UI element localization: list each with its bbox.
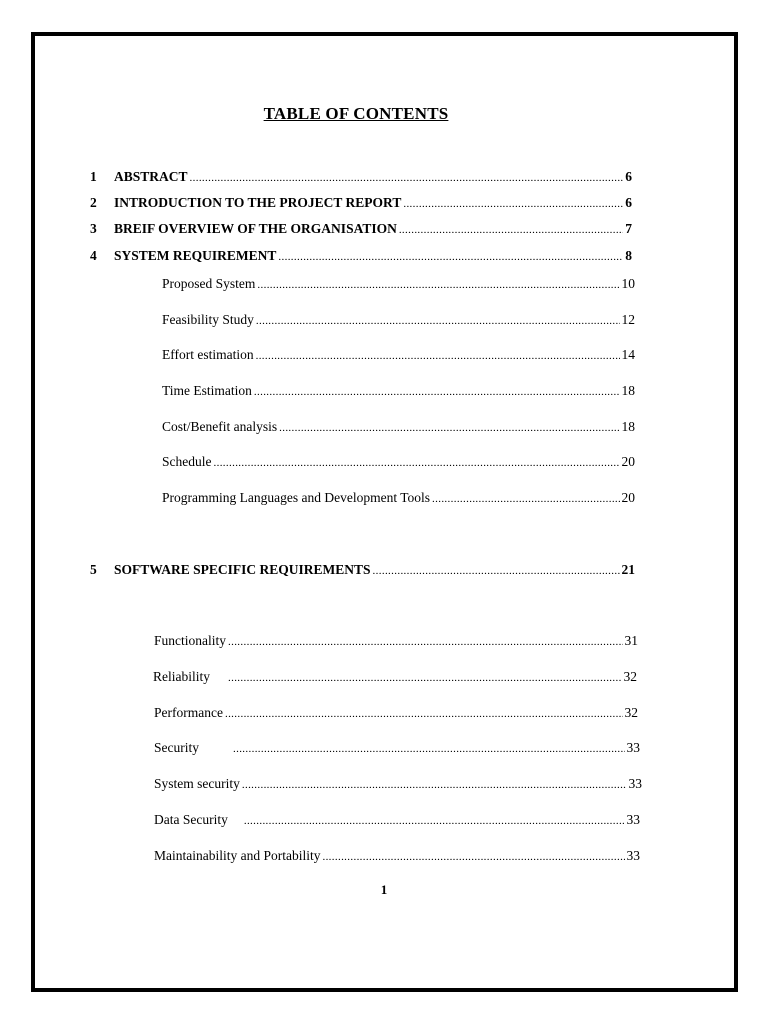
section-label: INTRODUCTION TO THE PROJECT REPORT (114, 195, 402, 210)
item-page: 33 (626, 812, 640, 827)
toc-item-system-security[interactable] (154, 775, 642, 793)
section-number: 3 (90, 221, 97, 236)
item-label: Functionality (154, 633, 226, 648)
section-page: 21 (621, 562, 635, 577)
section-page: 6 (625, 195, 632, 210)
dot-leader (190, 168, 624, 187)
section-label: BREIF OVERVIEW OF THE ORGANISATION (114, 221, 397, 236)
item-page: 33 (626, 740, 640, 755)
dot-leader (228, 632, 623, 651)
toc-item-data-security[interactable] (154, 811, 640, 829)
dot-leader (244, 811, 625, 830)
toc-item-effort-estimation[interactable] (162, 346, 635, 364)
section-label: ABSTRACT (114, 169, 188, 184)
dot-leader (233, 739, 625, 758)
dot-leader (403, 194, 623, 213)
dot-leader (432, 489, 619, 508)
item-page: 14 (621, 347, 635, 362)
section-page: 6 (625, 169, 632, 184)
toc-item-cost-benefit-analysis[interactable] (162, 418, 635, 436)
toc-item-maintainability-portability[interactable] (154, 847, 640, 865)
toc-item-proposed-system[interactable] (162, 275, 635, 293)
toc-section-introduction[interactable] (90, 194, 632, 212)
dot-leader (256, 346, 620, 365)
item-page: 33 (628, 776, 642, 791)
toc-section-system-requirement[interactable] (90, 247, 632, 265)
item-page: 18 (621, 383, 635, 398)
section-label: SYSTEM REQUIREMENT (114, 248, 277, 263)
item-label: Programming Languages and Development Tools (162, 490, 431, 505)
section-page: 8 (625, 248, 632, 263)
item-label: Effort estimation (162, 347, 254, 362)
item-label: Cost/Benefit analysis (162, 419, 278, 434)
item-label: Reliability (153, 669, 210, 684)
toc-item-time-estimation[interactable] (162, 382, 635, 400)
item-page: 20 (621, 490, 635, 505)
dot-leader (254, 382, 620, 401)
toc-section-overview[interactable] (90, 220, 632, 238)
toc-item-feasibility-study[interactable] (162, 311, 635, 329)
dot-leader (322, 847, 624, 866)
dot-leader (225, 704, 623, 723)
item-page: 32 (624, 705, 638, 720)
dot-leader (257, 275, 619, 294)
section-number: 4 (90, 248, 97, 263)
toc-item-reliability[interactable] (153, 668, 637, 686)
dot-leader (228, 668, 622, 687)
toc-item-programming-languages[interactable] (162, 489, 635, 507)
item-label: Performance (154, 705, 223, 720)
item-label: Schedule (162, 454, 212, 469)
toc-section-abstract[interactable] (90, 168, 632, 186)
item-page: 32 (623, 669, 637, 684)
item-page: 31 (624, 633, 638, 648)
dot-leader (242, 775, 627, 794)
item-page: 33 (626, 848, 640, 863)
item-page: 18 (621, 419, 635, 434)
item-label: System security (154, 776, 240, 791)
toc-item-functionality[interactable] (154, 632, 638, 650)
dot-leader (373, 561, 620, 580)
toc-section-software-requirements[interactable] (90, 561, 635, 579)
document-title: TABLE OF CONTENTS (263, 104, 449, 123)
dot-leader (214, 453, 620, 472)
section-number: 1 (90, 169, 97, 184)
toc-item-schedule[interactable] (162, 453, 635, 471)
item-label: Feasibility Study (162, 312, 254, 327)
section-label: SOFTWARE SPECIFIC REQUIREMENTS (114, 562, 371, 577)
item-label: Maintainability and Portability (154, 848, 321, 863)
item-label: Security (154, 740, 199, 755)
footer-page-number: 1 (380, 882, 388, 897)
section-page: 7 (625, 221, 632, 236)
item-label: Data Security (154, 812, 228, 827)
dot-leader (399, 220, 623, 239)
section-number: 2 (90, 195, 97, 210)
item-page: 10 (621, 276, 635, 291)
dot-leader (256, 311, 620, 330)
item-page: 20 (621, 454, 635, 469)
item-page: 12 (621, 312, 635, 327)
toc-item-security[interactable] (154, 739, 640, 757)
item-label: Proposed System (162, 276, 256, 291)
section-number: 5 (90, 562, 97, 577)
dot-leader (278, 247, 623, 266)
toc-item-performance[interactable] (154, 704, 638, 722)
dot-leader (279, 418, 619, 437)
item-label: Time Estimation (162, 383, 252, 398)
